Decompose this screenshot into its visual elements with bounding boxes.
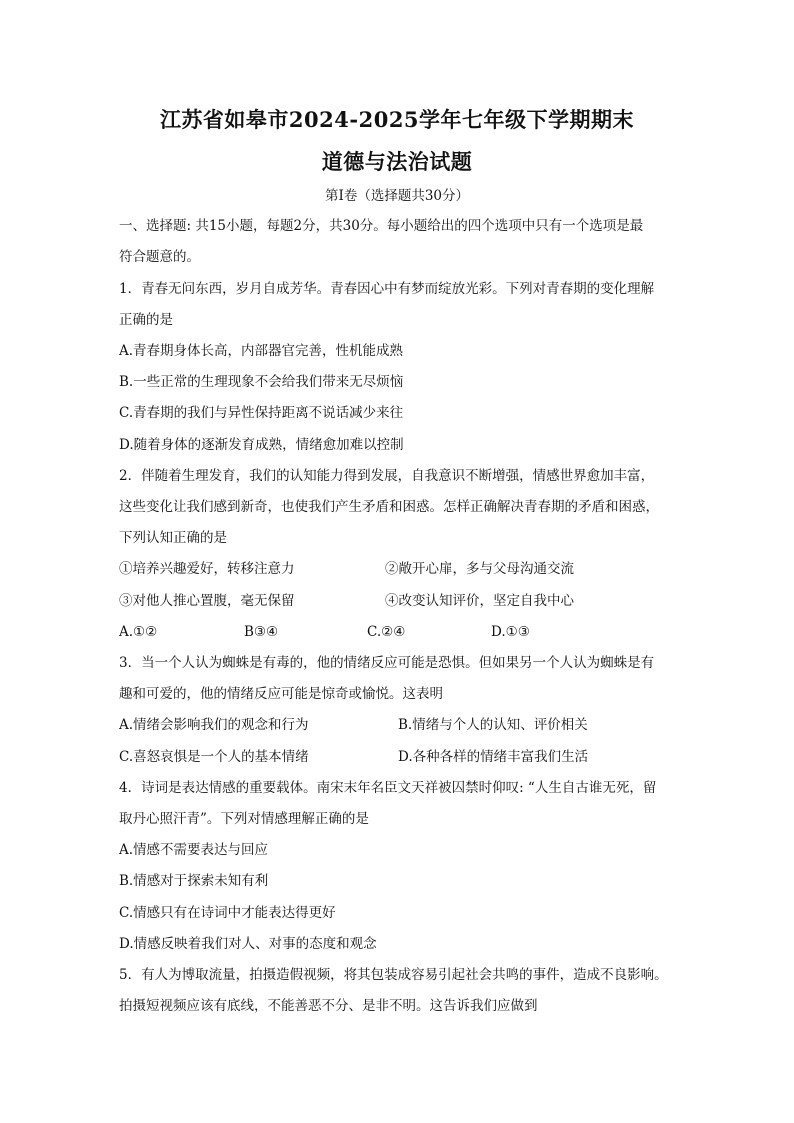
q2-option-a: A.①② [119,624,158,640]
q5-stem-line-1: 5．有人为博取流量，拍摄造假视频，将其包装成容易引起社会共鸣的事件，造成不良影响。 [119,967,668,983]
q4-stem-line-1: 4．诗词是表达情感的重要载体。南宋末年名臣文天祥被囚禁时仰叹: “人生自古谁无死，留 [119,780,657,796]
q5-stem-line-2: 拍摄短视频应该有底线，不能善恶不分、是非不明。这告诉我们应做到 [119,998,538,1014]
q1-stem-line-1: 1．青春无问东西，岁月自成芳华。青春因心中有梦而绽放光彩。下列对青春期的变化理解 [119,281,655,297]
q4-option-a: A.情感不需要表达与回应 [119,842,269,858]
q4-option-c: C.情感只有在诗词中才能表达得更好 [119,905,336,921]
q2-stem-line-1: 2．伴随着生理发育，我们的认知能力得到发展，自我意识不断增强，情感世界愈加丰富， [119,468,655,484]
q4-stem-line-2: 取丹心照汗青”。下列对情感理解正确的是 [119,811,369,827]
q2-statement-1: ①培养兴趣爱好，转移注意力 [119,561,295,577]
q1-stem-line-2: 正确的是 [119,312,173,328]
exam-title: 江苏省如皋市2024-2025学年七年级下学期期末 [159,107,635,132]
q4-option-d: D.情感反映着我们对人、对事的态度和观念 [119,936,377,952]
exam-subtitle: 道德与法治试题 [321,149,473,174]
q2-option-d: D.①③ [491,624,530,640]
q1-option-a: A.青春期身体长高，内部器官完善，性机能成熟 [119,343,404,359]
q2-statement-4: ④改变认知评价，坚定自我中心 [385,593,574,609]
section-heading: 第I卷（选择题共30分） [324,188,469,204]
instructions-line-2: 符合题意的。 [119,249,200,265]
q1-option-c: C.青春期的我们与异性保持距离不说话减少来往 [119,405,404,421]
q3-option-d: D.各种各样的情绪丰富我们生活 [398,749,589,765]
q3-option-a: A.情绪会影响我们的观念和行为 [119,717,309,733]
q2-stem-line-3: 下列认知正确的是 [119,530,227,546]
q3-option-b: B.情绪与个人的认知、评价相关 [398,717,588,733]
q2-option-b: B③④ [244,624,279,640]
q2-option-c: C.②④ [367,624,406,640]
q4-option-b: B.情感对于探索未知有利 [119,873,269,889]
q3-stem-line-2: 趣和可爱的，他的情绪反应可能是惊奇或愉悦。这表明 [119,686,443,702]
instructions-line-1: 一、选择题: 共15小题，每题2分，共30分。每小题给出的四个选项中只有一个选项是最 [119,218,644,234]
q1-option-b: B.一些正常的生理现象不会给我们带来无尽烦恼 [119,374,404,390]
q3-stem-line-1: 3．当一个人认为蜘蛛是有毒的，他的情绪反应可能是恐惧。但如果另一个人认为蜘蛛是有 [119,655,655,671]
q2-statement-2: ②敞开心扉，多与父母沟通交流 [385,561,574,577]
q3-option-c: C.喜怒哀惧是一个人的基本情绪 [119,749,309,765]
q1-option-d: D.随着身体的逐渐发育成熟，情绪愈加难以控制 [119,437,404,453]
q2-stem-line-2: 这些变化让我们感到新奇，也使我们产生矛盾和困惑。怎样正确解决青春期的矛盾和困惑， [119,499,659,515]
q2-statement-3: ③对他人推心置腹，毫无保留 [119,593,295,609]
